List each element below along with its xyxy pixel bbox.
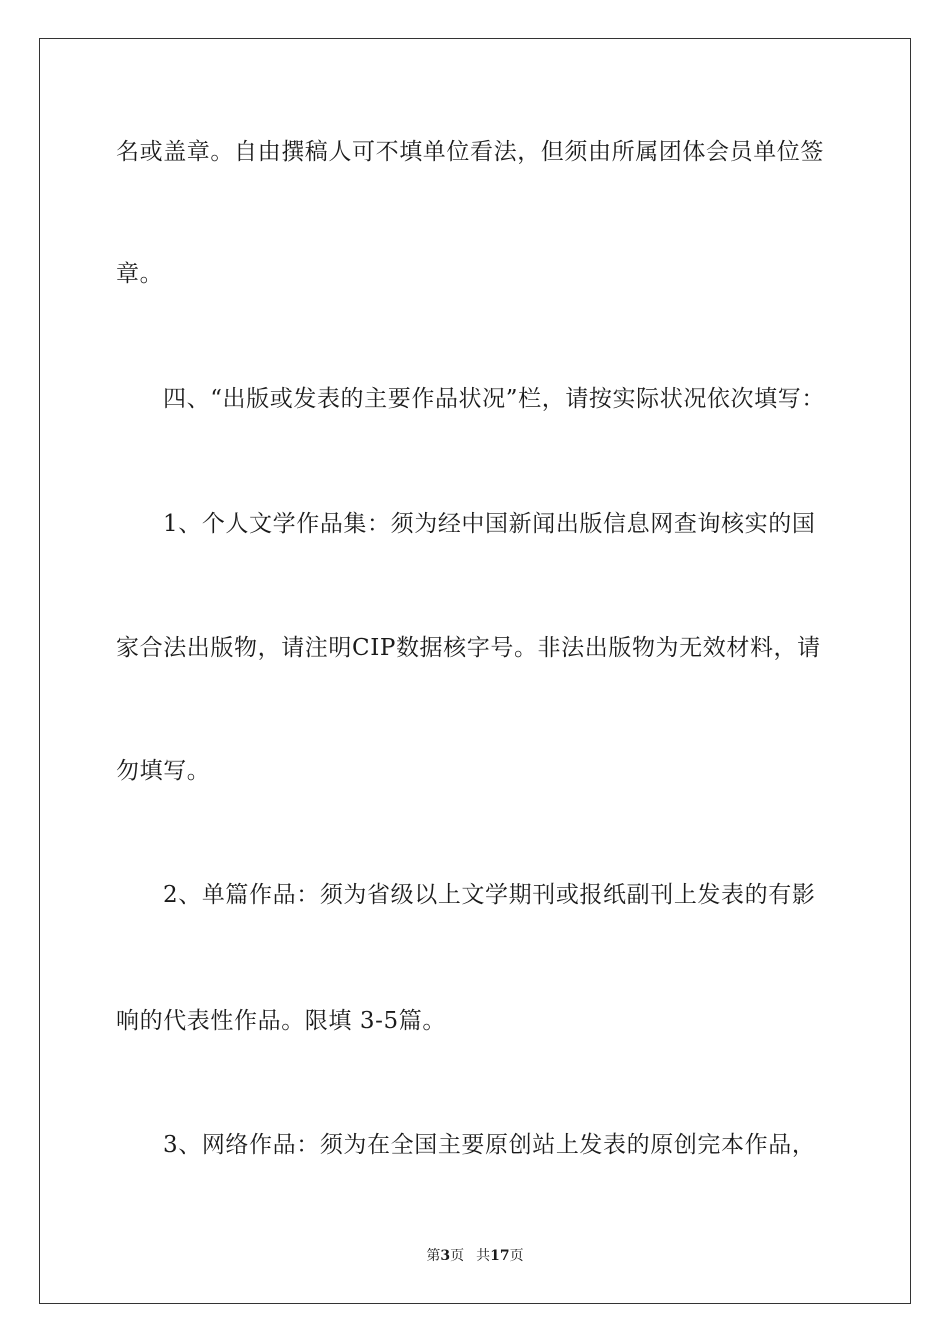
text-line-8: 响的代表性作品。限填 3-5篇。 (116, 1008, 446, 1034)
text-line-2: 章。 (116, 261, 164, 287)
page-footer (0, 1247, 950, 1265)
footer-total-prefix: 共 (476, 1248, 491, 1264)
text-line-1: 名或盖章。自由撰稿人可不填单位看法，但须由所属团体会员单位签 (116, 139, 824, 165)
text-line-9: 3、网络作品：须为在全国主要原创站上发表的原创完本作品， (163, 1132, 816, 1158)
text-line-3: 四、“出版或发表的主要作品状况”栏，请按实际状况依次填写： (163, 386, 825, 412)
footer-total-pages: 17 (490, 1248, 510, 1264)
text-line-5: 家合法出版物，请注明CIP数据核字号。非法出版物为无效材料，请 (116, 635, 821, 661)
footer-total-suffix: 页 (509, 1248, 524, 1264)
page-frame (39, 38, 911, 1304)
footer-page-number: 3 (440, 1248, 451, 1264)
text-line-4: 1、个人文学作品集：须为经中国新闻出版信息网查询核实的国 (163, 511, 816, 537)
footer-page-suffix: 页 (450, 1248, 465, 1264)
text-line-6: 勿填写。 (116, 758, 211, 784)
footer-page-prefix: 第 (426, 1248, 441, 1264)
text-line-7: 2、单篇作品：须为省级以上文学期刊或报纸副刊上发表的有影 (163, 882, 816, 908)
